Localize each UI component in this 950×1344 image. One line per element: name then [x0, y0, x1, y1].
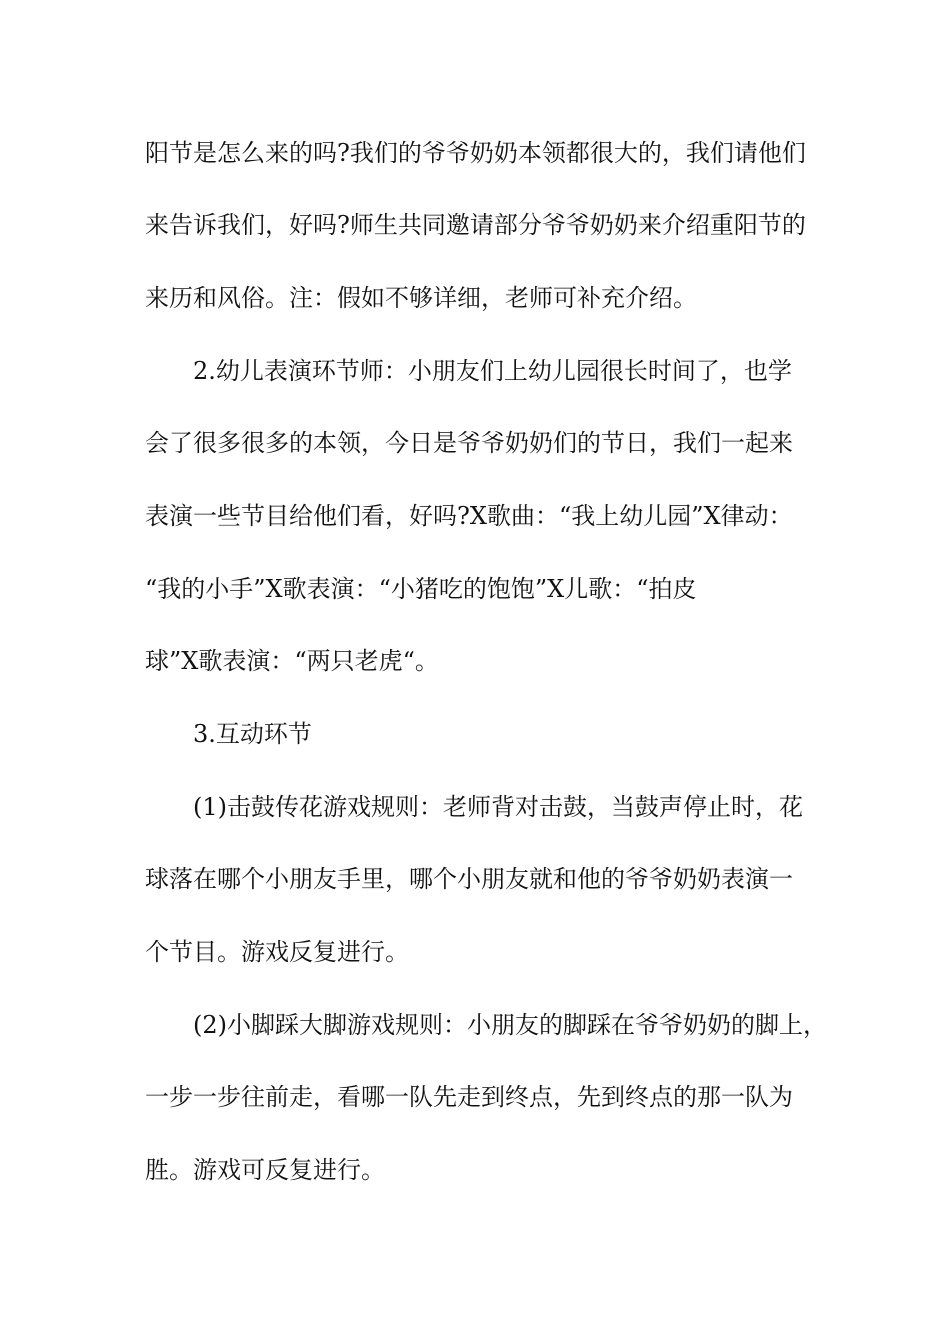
- text-line-paragraph-start: (2)小脚踩大脚游戏规则：小朋友的脚踩在爷爷奶奶的脚上，: [193, 1011, 827, 1039]
- text-line: 来历和风俗。注：假如不够详细，老师可补充介绍。: [145, 284, 697, 312]
- text-line: “我的小手”X歌表演：“小猪吃的饱饱”X儿歌：“拍皮: [145, 575, 697, 603]
- text-line: 球”X歌表演：“两只老虎“。: [145, 647, 439, 675]
- text-line: 一步一步往前走，看哪一队先走到终点，先到终点的那一队为: [145, 1083, 793, 1111]
- text-line-paragraph-start: (1)击鼓传花游戏规则：老师背对击鼓，当鼓声停止时，花: [193, 793, 803, 821]
- text-line: 球落在哪个小朋友手里，哪个小朋友就和他的爷爷奶奶表演一: [145, 865, 793, 893]
- text-line: 阳节是怎么来的吗?我们的爷爷奶奶本领都很大的，我们请他们: [145, 139, 806, 167]
- text-line: 来告诉我们，好吗?师生共同邀请部分爷爷奶奶来介绍重阳节的: [145, 211, 806, 239]
- text-line-paragraph-start: 2.幼儿表演环节师：小朋友们上幼儿园很长时间了，也学: [193, 357, 792, 385]
- text-line: 表演一些节目给他们看，好吗?X歌曲：“我上幼儿园”X律动：: [145, 502, 793, 530]
- section-heading: 3.互动环节: [193, 720, 312, 748]
- text-line: 会了很多很多的本领，今日是爷爷奶奶们的节日，我们一起来: [145, 429, 793, 457]
- text-line: 个节目。游戏反复进行。: [145, 938, 409, 966]
- text-line: 胜。游戏可反复进行。: [145, 1156, 385, 1184]
